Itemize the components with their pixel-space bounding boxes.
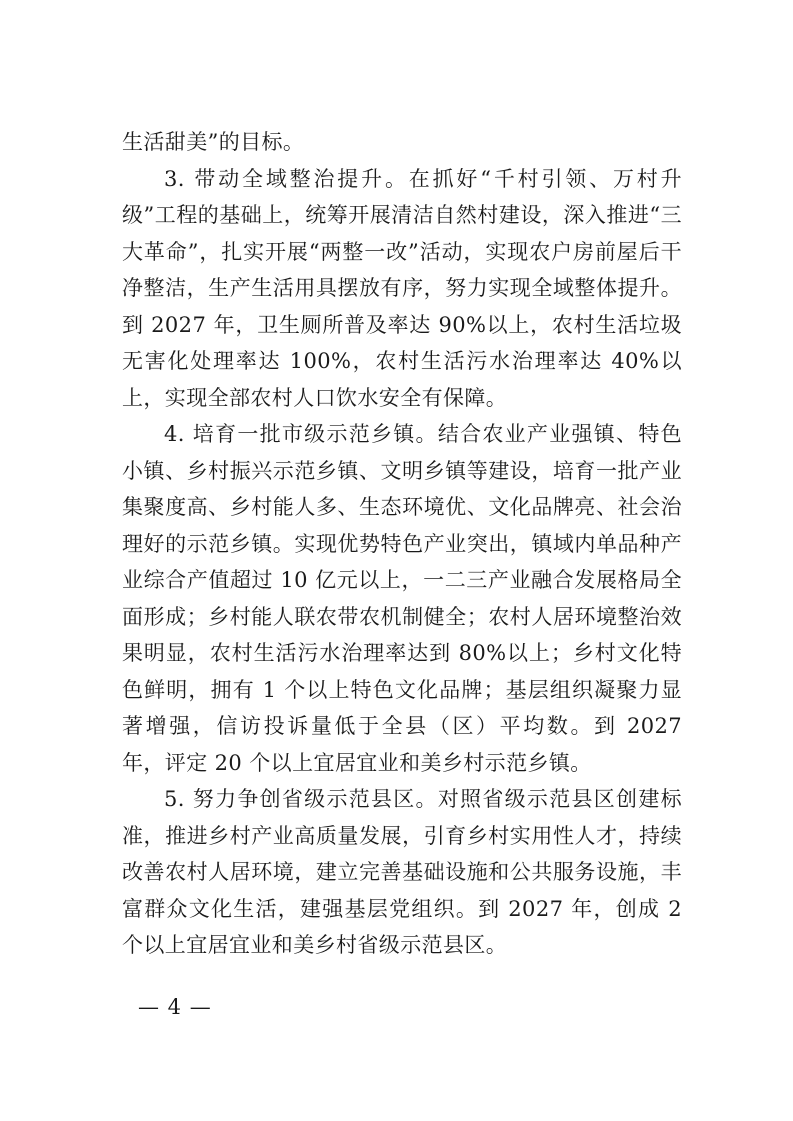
paragraph-item-3: 3. 带动全域整治提升。在抓好“千村引领、万村升级”工程的基础上，统筹开展清洁自然村建设，深入推进“三大革命”，扎实开展“两整一改”活动，实现农户房前屋后干净整洁，生产生活用具摆放有序，努力实现全域整体提升。到 2027 年，卫生厕所普及率达 90%以上，农村生活垃圾无害化处理率达 100%，农村生活污水治理率达 40%以上，实现全部农村人口饮水安全有保障。	[122, 166, 682, 410]
paragraph-item-5: 5. 努力争创省级示范县区。对照省级示范县区创建标准，推进乡村产业高质量发展，引育乡村实用性人才，持续改善农村人居环境，建立完善基础设施和公共服务设施，丰富群众文化生活，建强基层党组织。到 2027 年，创成 2 个以上宜居宜业和美乡村省级示范县区。	[122, 787, 682, 957]
page-number: — 4 —	[138, 995, 212, 1019]
paragraph-continuation: 生活甜美”的目标。	[122, 130, 305, 154]
paragraph-item-4: 4. 培育一批市级示范乡镇。结合农业产业强镇、特色小镇、乡村振兴示范乡镇、文明乡镇等建设，培育一批产业集聚度高、乡村能人多、生态环境优、文化品牌亮、社会治理好的示范乡镇。实现优势特色产业突出，镇域内单品种产业综合产值超过 10 亿元以上，一二三产业融合发展格局全面形成；乡村能人联农带农机制健全；农村人居环境整治效果明显，农村生活污水治理率达到 80%以上；乡村文化特色鲜明，拥有 1 个以上特色文化品牌；基层组织凝聚力显著增强，信访投诉量低于全县（区）平均数。到 2027 年，评定 20 个以上宜居宜业和美乡村示范乡镇。	[122, 422, 682, 775]
document-body	[122, 124, 682, 964]
